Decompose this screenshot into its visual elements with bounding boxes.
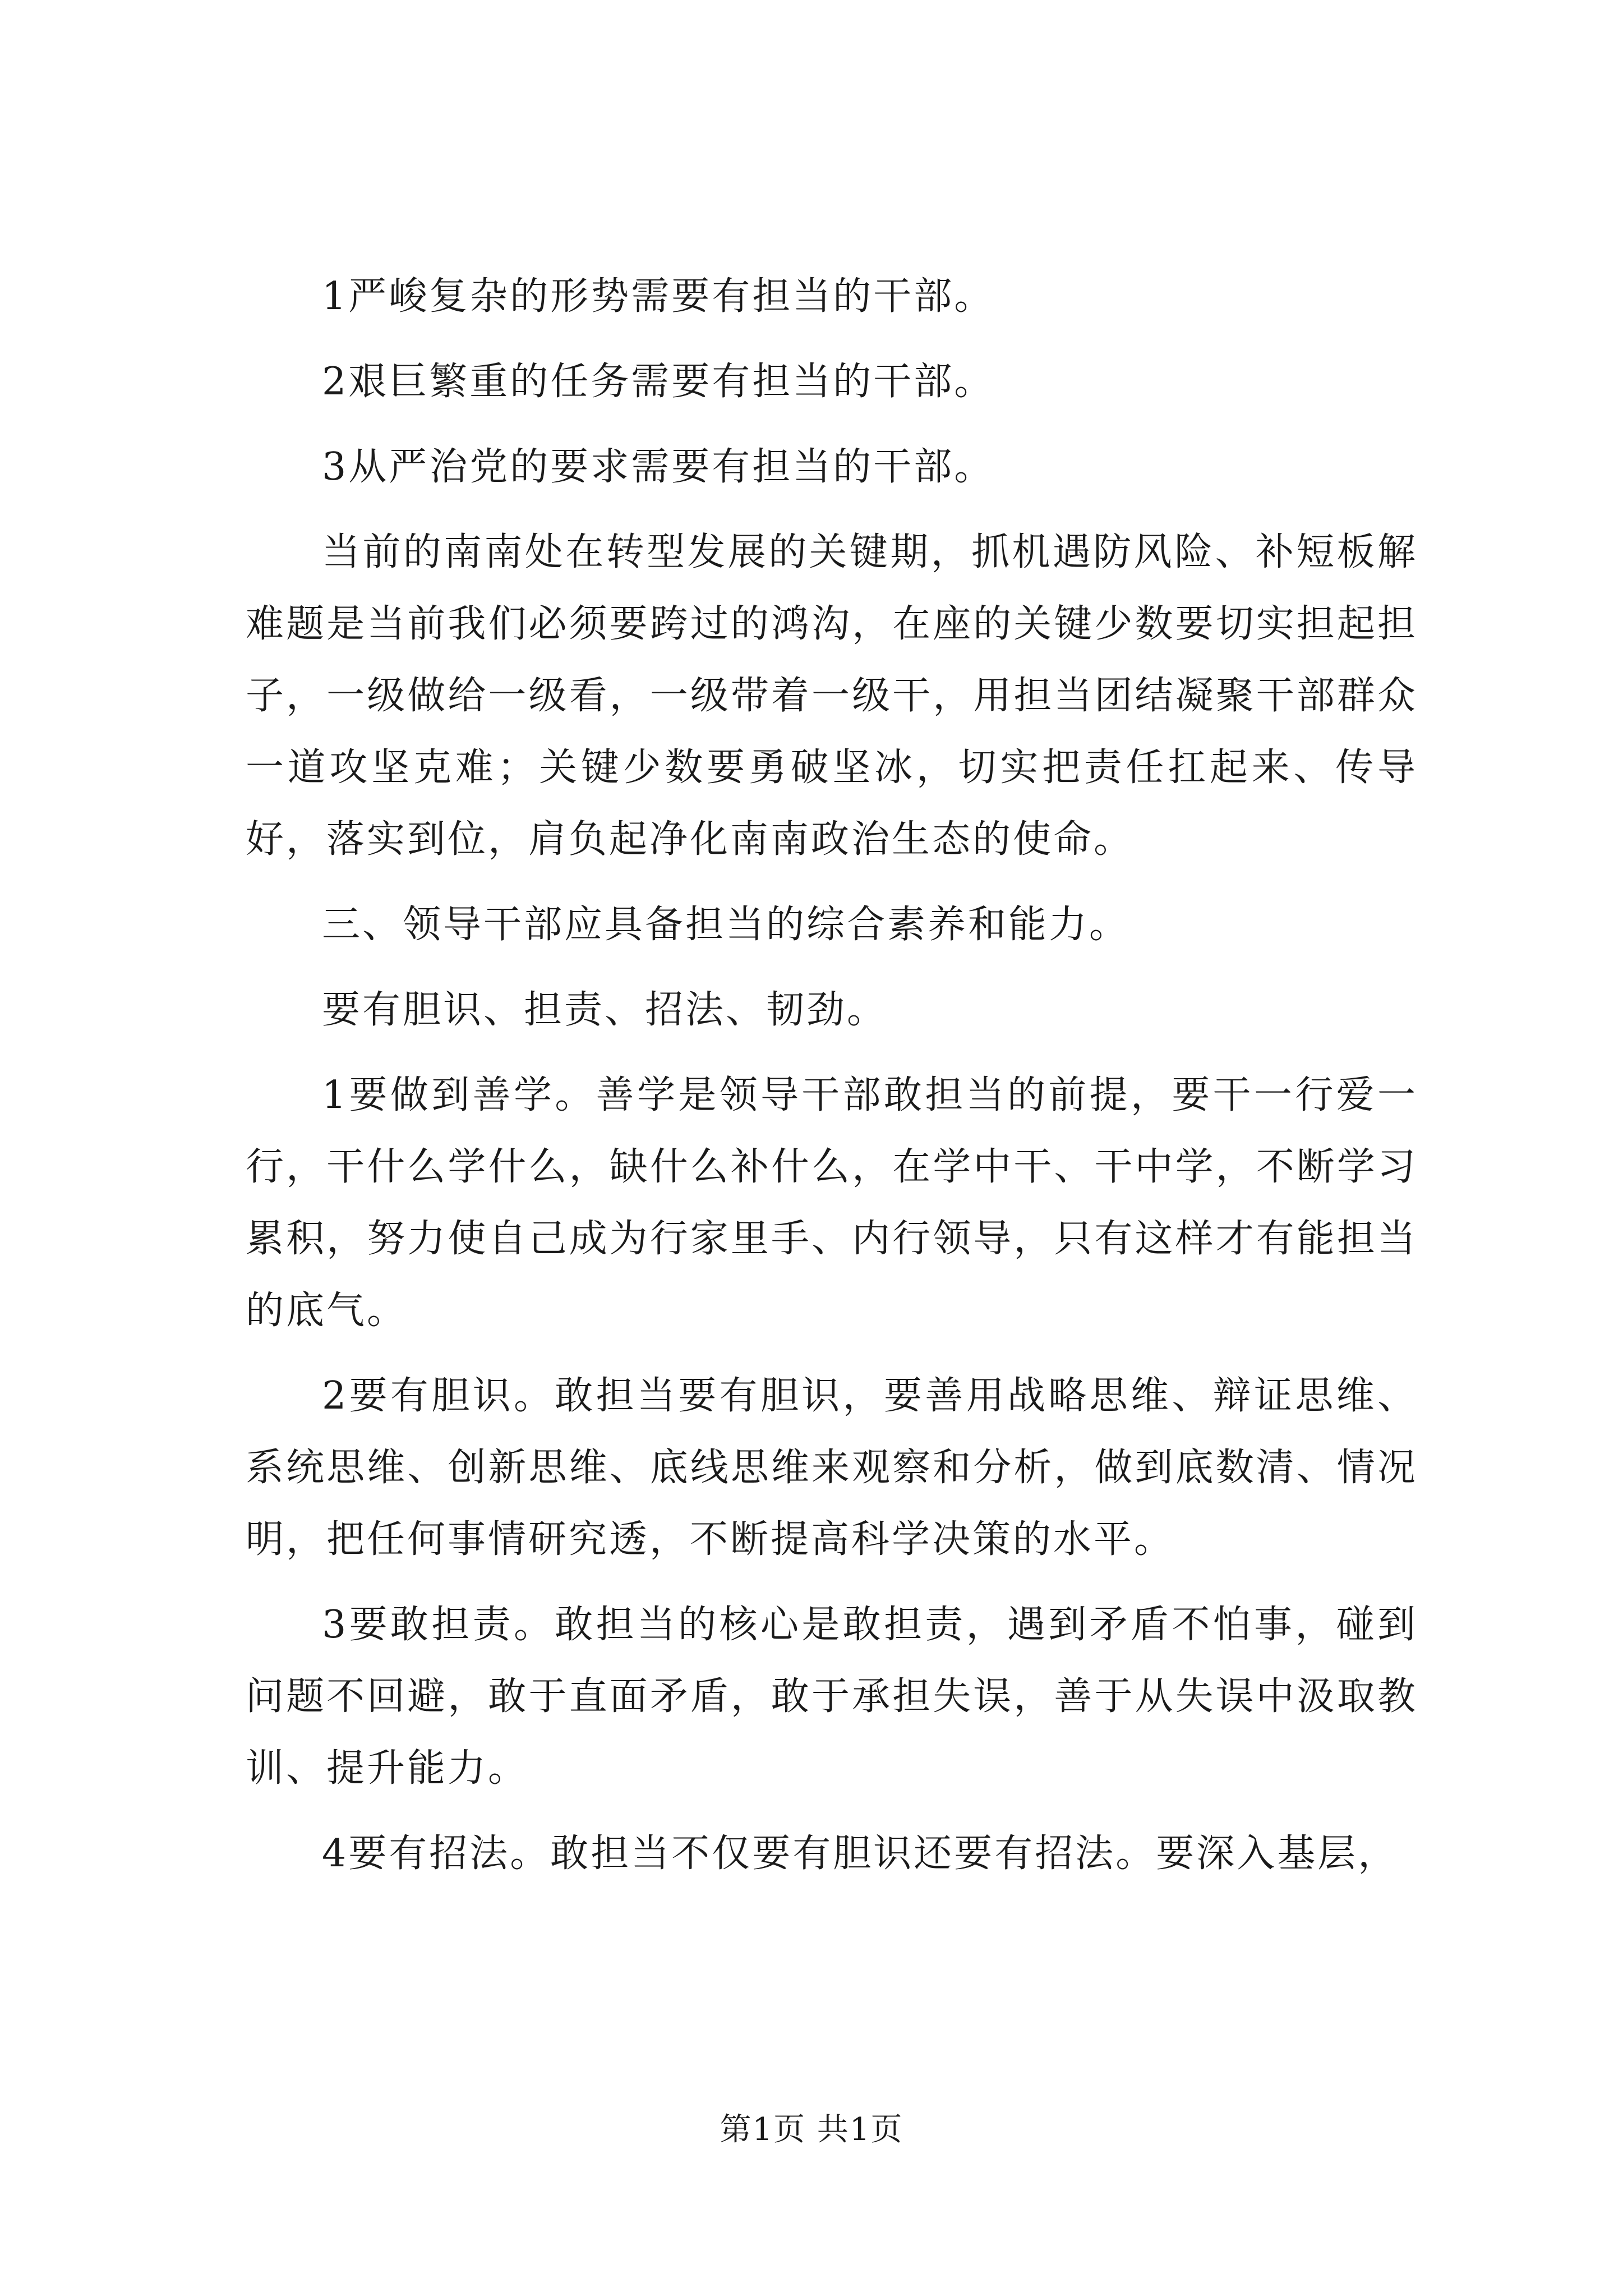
paragraph-9: 3要敢担责。敢担当的核心是敢担责，遇到矛盾不怕事，碰到问题不回避，敢于直面矛盾，敢于承担失误，善于从失误中汲取教训、提升能力。 [246, 1603, 1418, 1791]
page-footer: 第1页 共1页 [720, 2111, 903, 2148]
paragraph-3: 3从严治党的要求需要有担当的干部。 [322, 445, 995, 489]
paragraph-2: 2艰巨繁重的任务需要有担当的干部。 [322, 360, 995, 404]
paragraph-1: 1严峻复杂的形势需要有担当的干部。 [322, 274, 995, 319]
paragraph-8: 2要有胆识。敢担当要有胆识，要善用战略思维、辩证思维、系统思维、创新思维、底线思维来观察和分析，做到底数清、情况明，把任何事情研究透，不断提高科学决策的水平。 [246, 1374, 1418, 1562]
paragraph-10: 4要有招法。敢担当不仅要有胆识还要有招法。要深入基层， [322, 1832, 1399, 1876]
section-heading: 三、领导干部应具备担当的综合素养和能力。 [322, 903, 1130, 947]
paragraph-4: 当前的南南处在转型发展的关键期，抓机遇防风险、补短板解难题是当前我们必须要跨过的鸿沟，在座的关键少数要切实担起担子，一级做给一级看，一级带着一级干，用担当团结凝聚干部群众一道攻坚克难；关键少数要勇破坚冰，切实把责任扛起来、传导好，落实到位，肩负起净化南南政治生态的使命。 [246, 530, 1418, 862]
document-body [246, 261, 1418, 1903]
paragraph-7: 1要做到善学。善学是领导干部敢担当的前提，要干一行爱一行，干什么学什么，缺什么补什么，在学中干、干中学，不断学习累积，努力使自己成为行家里手、内行领导，只有这样才有能担当的底气。 [246, 1073, 1418, 1333]
paragraph-6: 要有胆识、担责、招法、韧劲。 [322, 988, 888, 1032]
